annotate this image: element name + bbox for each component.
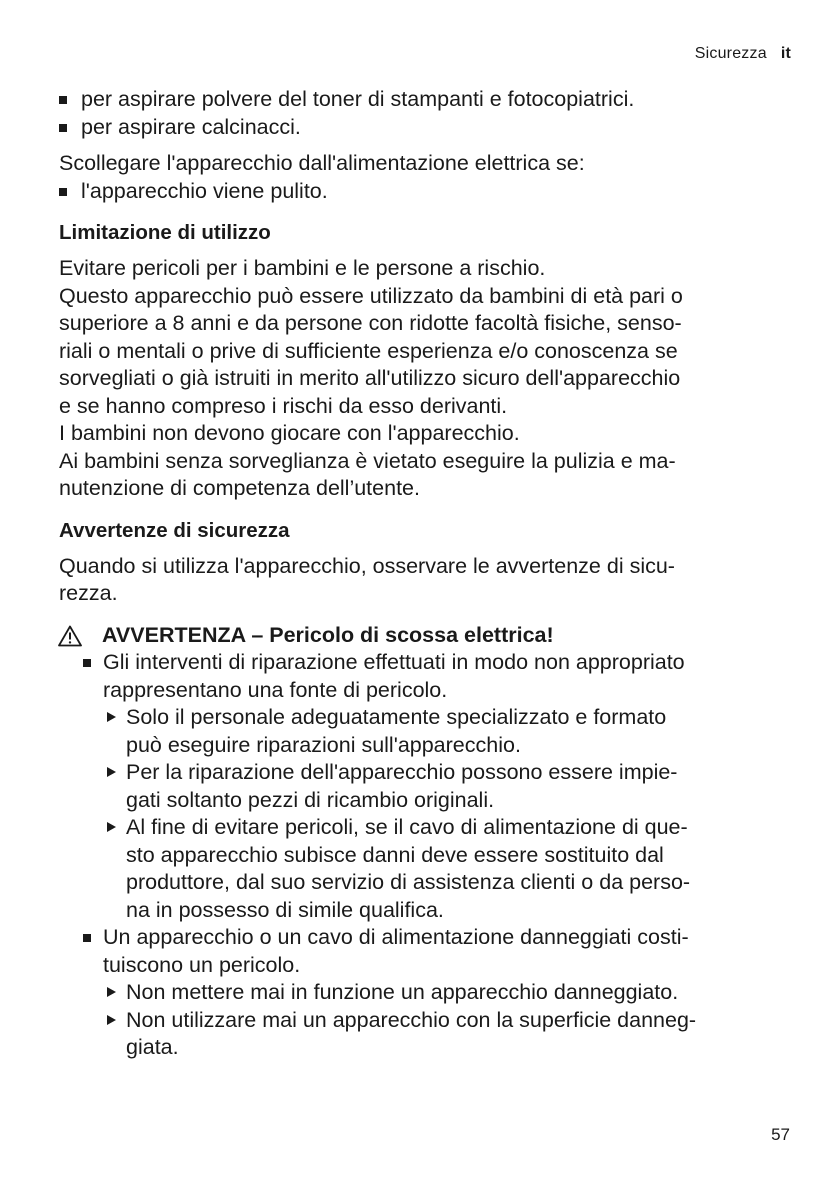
action-steps <box>103 704 789 924</box>
limitation-heading: Limitazione di utilizzo <box>59 221 271 244</box>
warning-item <box>83 924 789 1062</box>
page-number: 57 <box>771 1125 790 1144</box>
page-content <box>59 86 789 1062</box>
text-line: Per la riparazione dell'apparecchio possono essere impie- <box>126 760 678 784</box>
text-line: Ai bambini senza sorveglianza è vietato eseguire la pulizia e ma- <box>59 448 676 473</box>
text-line: gati soltanto pezzi di ricambio originali. <box>126 787 495 812</box>
text-line: Solo il personale adeguatamente specializzato e formato <box>126 705 667 729</box>
text-line: può eseguire riparazioni sull'apparecchio. <box>126 732 521 757</box>
action-step <box>105 814 789 924</box>
limitation-paragraph <box>59 255 789 503</box>
text-line: Non utilizzare mai un apparecchio con la superficie danneg- <box>126 1007 697 1032</box>
list-item: per aspirare polvere del toner di stampanti e fotocopiatrici. <box>59 86 789 114</box>
warning-title-text: AVVERTENZA – Pericolo di scossa elettrica! <box>102 622 554 647</box>
text-line: superiore a 8 anni e da persone con ridotte facoltà fisiche, senso- <box>59 311 682 335</box>
text-line: tuiscono un pericolo. <box>103 952 301 977</box>
text-line: Questo apparecchio può essere utilizzato da bambini di età pari o <box>59 283 683 308</box>
text-line: Al fine di evitare pericoli, se il cavo di alimentazione di que- <box>126 815 688 839</box>
text-line: sto apparecchio subisce danni deve essere sostituito dal <box>126 842 664 867</box>
action-steps <box>103 979 789 1062</box>
text-line: na in possesso di simile qualifica. <box>126 897 444 922</box>
text-line: Un apparecchio o un cavo di alimentazione danneggiati costi- <box>103 925 689 949</box>
disconnect-list <box>59 178 789 206</box>
section-title: Sicurezza <box>694 45 767 62</box>
text-line: Quando si utilizza l'apparecchio, osservare le avvertenze di sicu- <box>59 553 675 578</box>
text-line: rezza. <box>59 581 118 605</box>
text-line: Non mettere mai in funzione un apparecchio danneggiato. <box>126 980 679 1004</box>
list-item: per aspirare calcinacci. <box>59 114 789 142</box>
safety-heading: Avvertenze di sicurezza <box>59 518 290 542</box>
action-step <box>105 704 789 759</box>
safety-paragraph <box>59 553 789 608</box>
disconnect-text: Scollegare l'apparecchio dall'alimentazione elettrica se: <box>59 151 585 175</box>
page-header <box>695 45 791 63</box>
text-line: e se hanno compreso i rischi da esso derivanti. <box>59 393 508 418</box>
text-line: produttore, dal suo servizio di assistenza clienti o da perso- <box>126 870 691 894</box>
warning-triangle-icon <box>58 625 82 647</box>
list-item: l'apparecchio viene pulito. <box>59 178 789 206</box>
text-line: Gli interventi di riparazione effettuati in modo non appropriato <box>103 650 685 674</box>
text-line: nutenzione di competenza dell’utente. <box>59 476 420 500</box>
text-line: giata. <box>126 1035 179 1059</box>
text-line: rappresentano una fonte di pericolo. <box>103 677 448 702</box>
text-line: sorvegliati o già istruiti in merito all'utilizzo sicuro dell'apparecchio <box>59 366 681 390</box>
language-code: it <box>780 45 791 62</box>
action-step <box>105 1007 789 1062</box>
warning-item <box>83 649 789 924</box>
warning-list <box>59 649 789 1062</box>
text-line: Evitare pericoli per i bambini e le persone a rischio. <box>59 256 546 280</box>
action-step <box>105 759 789 814</box>
text-line: riali o mentali o prive di sufficiente esperienza e/o conoscenza se <box>59 338 678 363</box>
intro-list <box>59 86 789 141</box>
action-step <box>105 979 789 1007</box>
warning-title <box>58 622 789 650</box>
text-line: I bambini non devono giocare con l'apparecchio. <box>59 421 520 445</box>
